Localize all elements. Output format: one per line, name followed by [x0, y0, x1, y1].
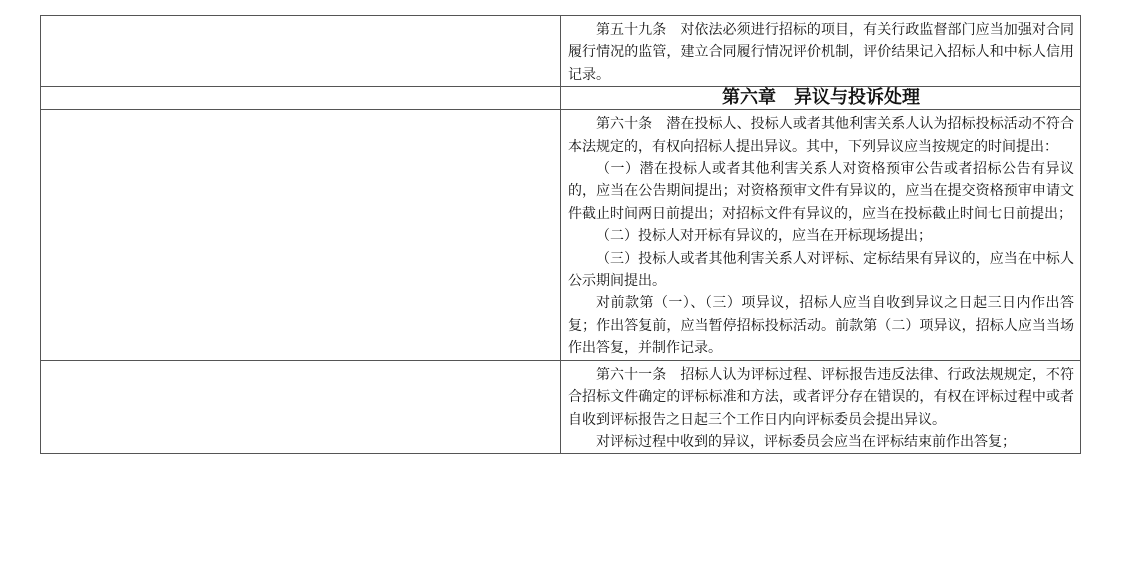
article-61-reply-paragraph: 对评标过程中收到的异议，评标委员会应当在评标结束前作出答复； [596, 433, 1016, 450]
chapter-heading: 第六章 异议与投诉处理 [722, 87, 920, 109]
article-60-paragraph: 第六十条 潜在投标人、投标人或者其他利害关系人认为招标投标活动不符合本法规定的，有权向招标人提出异议。其中，下列异议应当按规定的时间提出： [568, 116, 1074, 155]
left-empty-cell [41, 87, 561, 110]
left-empty-cell [41, 360, 561, 454]
left-empty-cell [41, 110, 561, 360]
table-row [41, 360, 1081, 454]
article-60-reply-paragraph: 对前款第（一）、（三）项异议，招标人应当自收到异议之日起三日内作出答复；作出答复前，应当暂停招标投标活动。前款第（二）项异议，招标人应当当场作出答复，并制作记录。 [568, 295, 1074, 357]
document-table [40, 15, 1081, 454]
article-59-paragraph: 第五十九条 对依法必须进行招标的项目，有关行政监督部门应当加强对合同履行情况的监管，建立合同履行情况评价机制，评价结果记入招标人和中标人信用记录。 [568, 22, 1074, 83]
table-row [41, 16, 1081, 87]
article-60-item-2: （二）投标人对开标有异议的，应当在开标现场提出； [596, 228, 932, 245]
article-60-item-3: （三）投标人或者其他利害关系人对评标、定标结果有异议的，应当在中标人公示期间提出。 [568, 250, 1074, 290]
article-60-item-1: （一）潜在投标人或者其他利害关系人对资格预审公告或者招标公告有异议的，应当在公告期间提出；对资格预审文件有异议的，应当在提交资格预审申请文件截止时间两日前提出；对招标文件有异议的，应当在投标截止时间七日前提出； [568, 161, 1074, 222]
article-61-paragraph: 第六十一条 招标人认为评标过程、评标报告违反法律、行政法规规定，不符合招标文件确定的评标标准和方法，或者评分存在错误的，有权在评标过程中或者自收到评标报告之日起三个工作日内向评标委员会提出异议。 [568, 366, 1074, 428]
chapter-cell [561, 87, 1081, 110]
chapter-row [41, 87, 1081, 110]
left-empty-cell [41, 16, 561, 87]
article-61-cell [561, 360, 1081, 454]
table-row [41, 110, 1081, 360]
article-59-cell [561, 16, 1081, 87]
article-60-cell [561, 110, 1081, 360]
